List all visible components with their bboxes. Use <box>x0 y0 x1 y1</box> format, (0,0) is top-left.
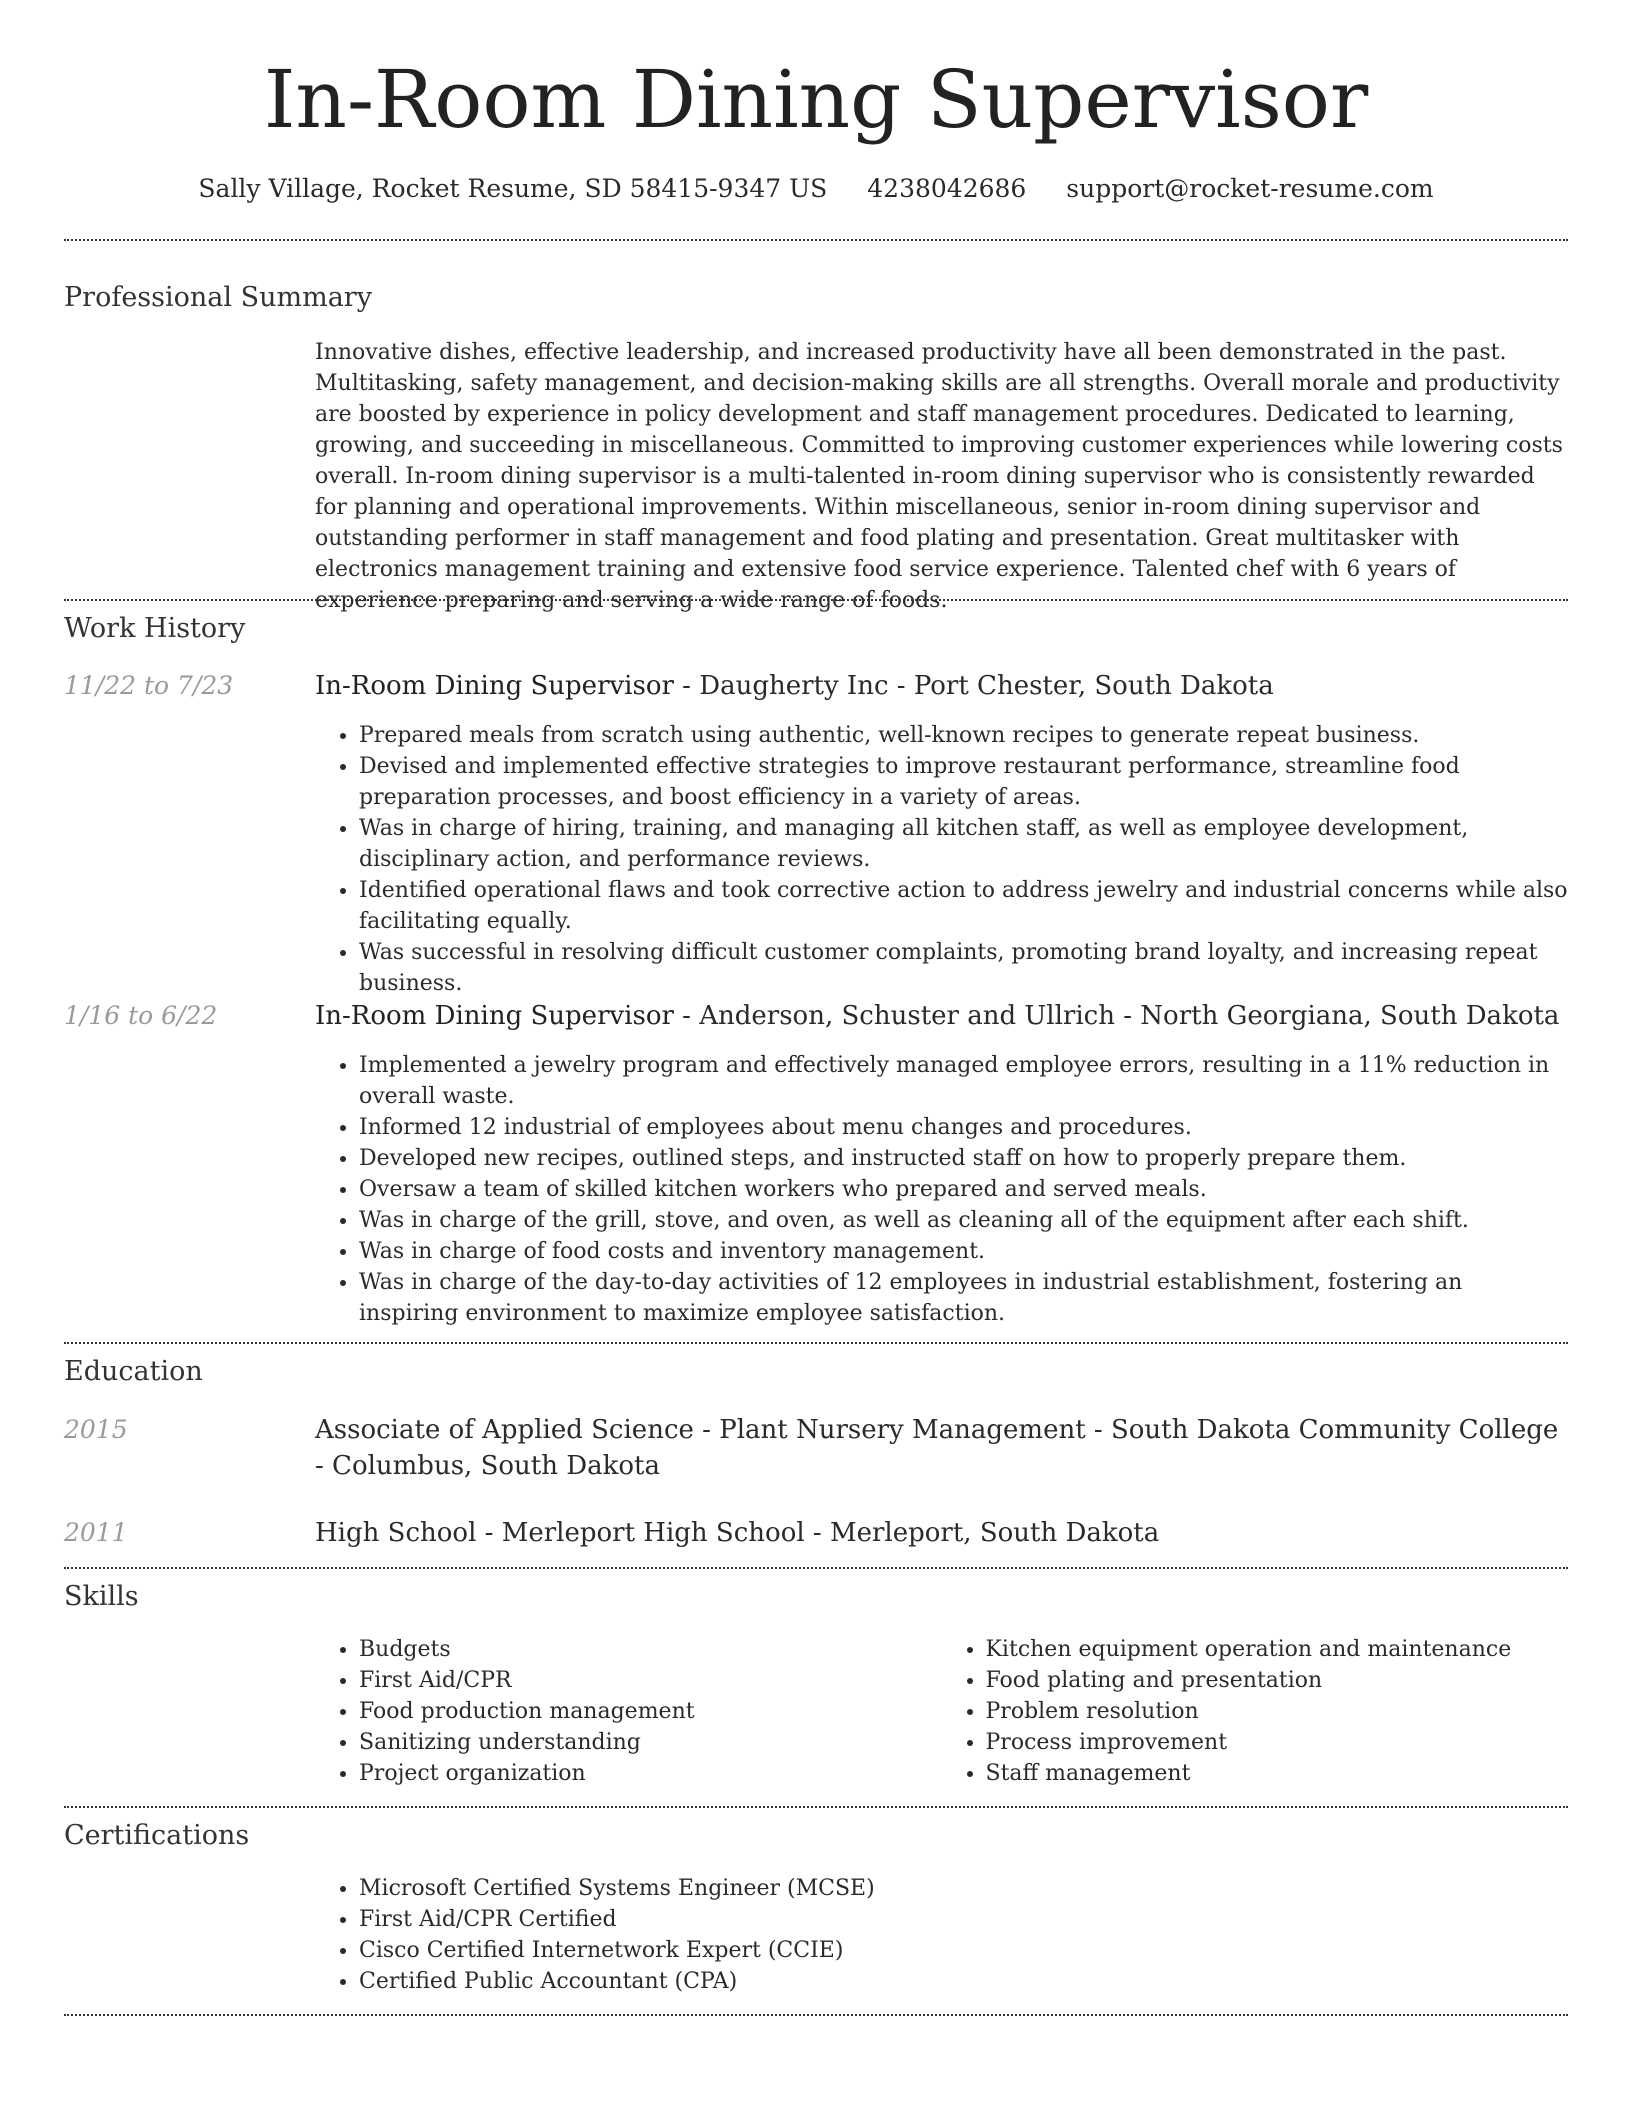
job-bullets-section <box>315 720 1568 999</box>
contact-email: support@rocket-resume.com <box>1066 174 1434 203</box>
contact-phone: 4238042686 <box>867 174 1027 203</box>
skills-list-right <box>942 1634 1569 1789</box>
job-details: - Daugherty Inc - Port Chester, South Dakota <box>673 671 1274 701</box>
summary-text: Innovative dishes, effective leadership, and increased productivity have all been demonstrated in the past. Multitasking, safety management, and decision-making skills are all strengths. Overall morale and productivity are boosted by experience in policy development and staff management procedures. Dedicated to learning, growing, and succeeding in miscellaneous. Committed to improving customer experiences while lowering costs overall. In-room dining supervisor is a multi-talented in-room dining supervisor who is consistently rewarded for planning and operational improvements. Within miscellaneous, senior in-room dining supervisor and outstanding performer in staff management and food plating and presentation. Great multitasker with electronics management training and extensive food service experience. Talented chef with 6 years of experience preparing and serving a wide range of foods. <box>315 340 1563 613</box>
education-degree: Associate of Applied Science - Plant Nursery Management <box>315 1415 1086 1445</box>
job-bullets-section <box>315 1050 1568 1329</box>
skill-item: • Food plating and presentation <box>986 1665 1569 1696</box>
skill-item: • Process improvement <box>986 1727 1569 1758</box>
divider <box>64 1342 1568 1344</box>
skill-item: • First Aid/CPR <box>359 1665 942 1696</box>
job-title <box>315 668 1568 704</box>
divider <box>64 1567 1568 1569</box>
list-item: • Oversaw a team of skilled kitchen workers who prepared and served meals. <box>359 1174 1568 1205</box>
certification-item: • First Aid/CPR Certified <box>359 1904 1568 1935</box>
list-item: • Implemented a jewelry program and effectively managed employee errors, resulting in a 11% reduction in overall waste. <box>359 1050 1568 1112</box>
job-role: In-Room Dining Supervisor <box>315 1001 674 1031</box>
divider <box>64 2014 1568 2016</box>
list-item: • Was in charge of the grill, stove, and oven, as well as cleaning all of the equipment after each shift. <box>359 1205 1568 1236</box>
education-details: - South Dakota Community College - Columbus, South Dakota <box>315 1415 1559 1481</box>
job-role: In-Room Dining Supervisor <box>315 671 674 701</box>
job-details: - Anderson, Schuster and Ullrich - North Georgiana, South Dakota <box>673 1001 1560 1031</box>
list-item: • Devised and implemented effective strategies to improve restaurant performance, streamline food preparation processes, and boost efficiency in a variety of areas. <box>359 751 1568 813</box>
skill-item: • Budgets <box>359 1634 942 1665</box>
skill-item: • Kitchen equipment operation and maintenance <box>986 1634 1569 1665</box>
skills-grid <box>315 1634 1568 1789</box>
list-item: • Was in charge of hiring, training, and managing all kitchen staff, as well as employee development, disciplinary action, and performance reviews. <box>359 813 1568 875</box>
certifications-list <box>315 1873 1568 1997</box>
divider <box>64 239 1568 241</box>
list-item: • Developed new recipes, outlined steps, and instructed staff on how to properly prepare them. <box>359 1143 1568 1174</box>
skills-heading: Skills <box>64 1581 139 1612</box>
skill-item: • Staff management <box>986 1758 1569 1789</box>
education-entry <box>315 1515 1568 1551</box>
summary-section <box>315 337 1568 616</box>
contact-line <box>0 172 1632 206</box>
certifications-section <box>315 1873 1568 1997</box>
skill-item: • Project organization <box>359 1758 942 1789</box>
list-item: • Was successful in resolving difficult customer complaints, promoting brand loyalty, and increasing repeat business. <box>359 937 1568 999</box>
skill-item: • Sanitizing understanding <box>359 1727 942 1758</box>
skills-section <box>315 1634 1568 1789</box>
certification-item: • Certified Public Accountant (CPA) <box>359 1966 1568 1997</box>
resume-header <box>0 0 1632 206</box>
list-item: • Identified operational flaws and took corrective action to address jewelry and industrial concerns while also facilitating equally. <box>359 875 1568 937</box>
education-year: 2015 <box>64 1415 128 1444</box>
education-degree: High School <box>315 1518 477 1548</box>
job-title <box>315 998 1568 1034</box>
list-item: • Informed 12 industrial of employees about menu changes and procedures. <box>359 1112 1568 1143</box>
education-details: - Merleport High School - Merleport, South Dakota <box>476 1518 1160 1548</box>
contact-address: Sally Village, Rocket Resume, SD 58415-9347 US <box>198 174 828 203</box>
list-item: • Prepared meals from scratch using authentic, well-known recipes to generate repeat business. <box>359 720 1568 751</box>
job-dates: 1/16 to 6/22 <box>64 1001 218 1030</box>
candidate-name: In-Room Dining Supervisor <box>263 53 1369 146</box>
summary-heading: Professional Summary <box>64 282 372 313</box>
skill-item: • Food production management <box>359 1696 942 1727</box>
divider <box>64 599 1568 601</box>
education-entry <box>315 1412 1568 1484</box>
skills-list-left <box>315 1634 942 1789</box>
skill-item: • Problem resolution <box>986 1696 1569 1727</box>
list-item: • Was in charge of the day-to-day activities of 12 employees in industrial establishment, fostering an inspiring environment to maximize employee satisfaction. <box>359 1267 1568 1329</box>
job-bullets <box>315 1050 1568 1329</box>
divider <box>64 1806 1568 1808</box>
job-bullets <box>315 720 1568 999</box>
list-item: • Was in charge of food costs and inventory management. <box>359 1236 1568 1267</box>
education-heading: Education <box>64 1356 203 1387</box>
work-history-heading: Work History <box>64 613 246 644</box>
job-dates: 11/22 to 7/23 <box>64 671 234 700</box>
certification-item: • Cisco Certified Internetwork Expert (CCIE) <box>359 1935 1568 1966</box>
education-year: 2011 <box>64 1518 128 1547</box>
certifications-heading: Certifications <box>64 1820 250 1851</box>
certification-item: • Microsoft Certified Systems Engineer (MCSE) <box>359 1873 1568 1904</box>
